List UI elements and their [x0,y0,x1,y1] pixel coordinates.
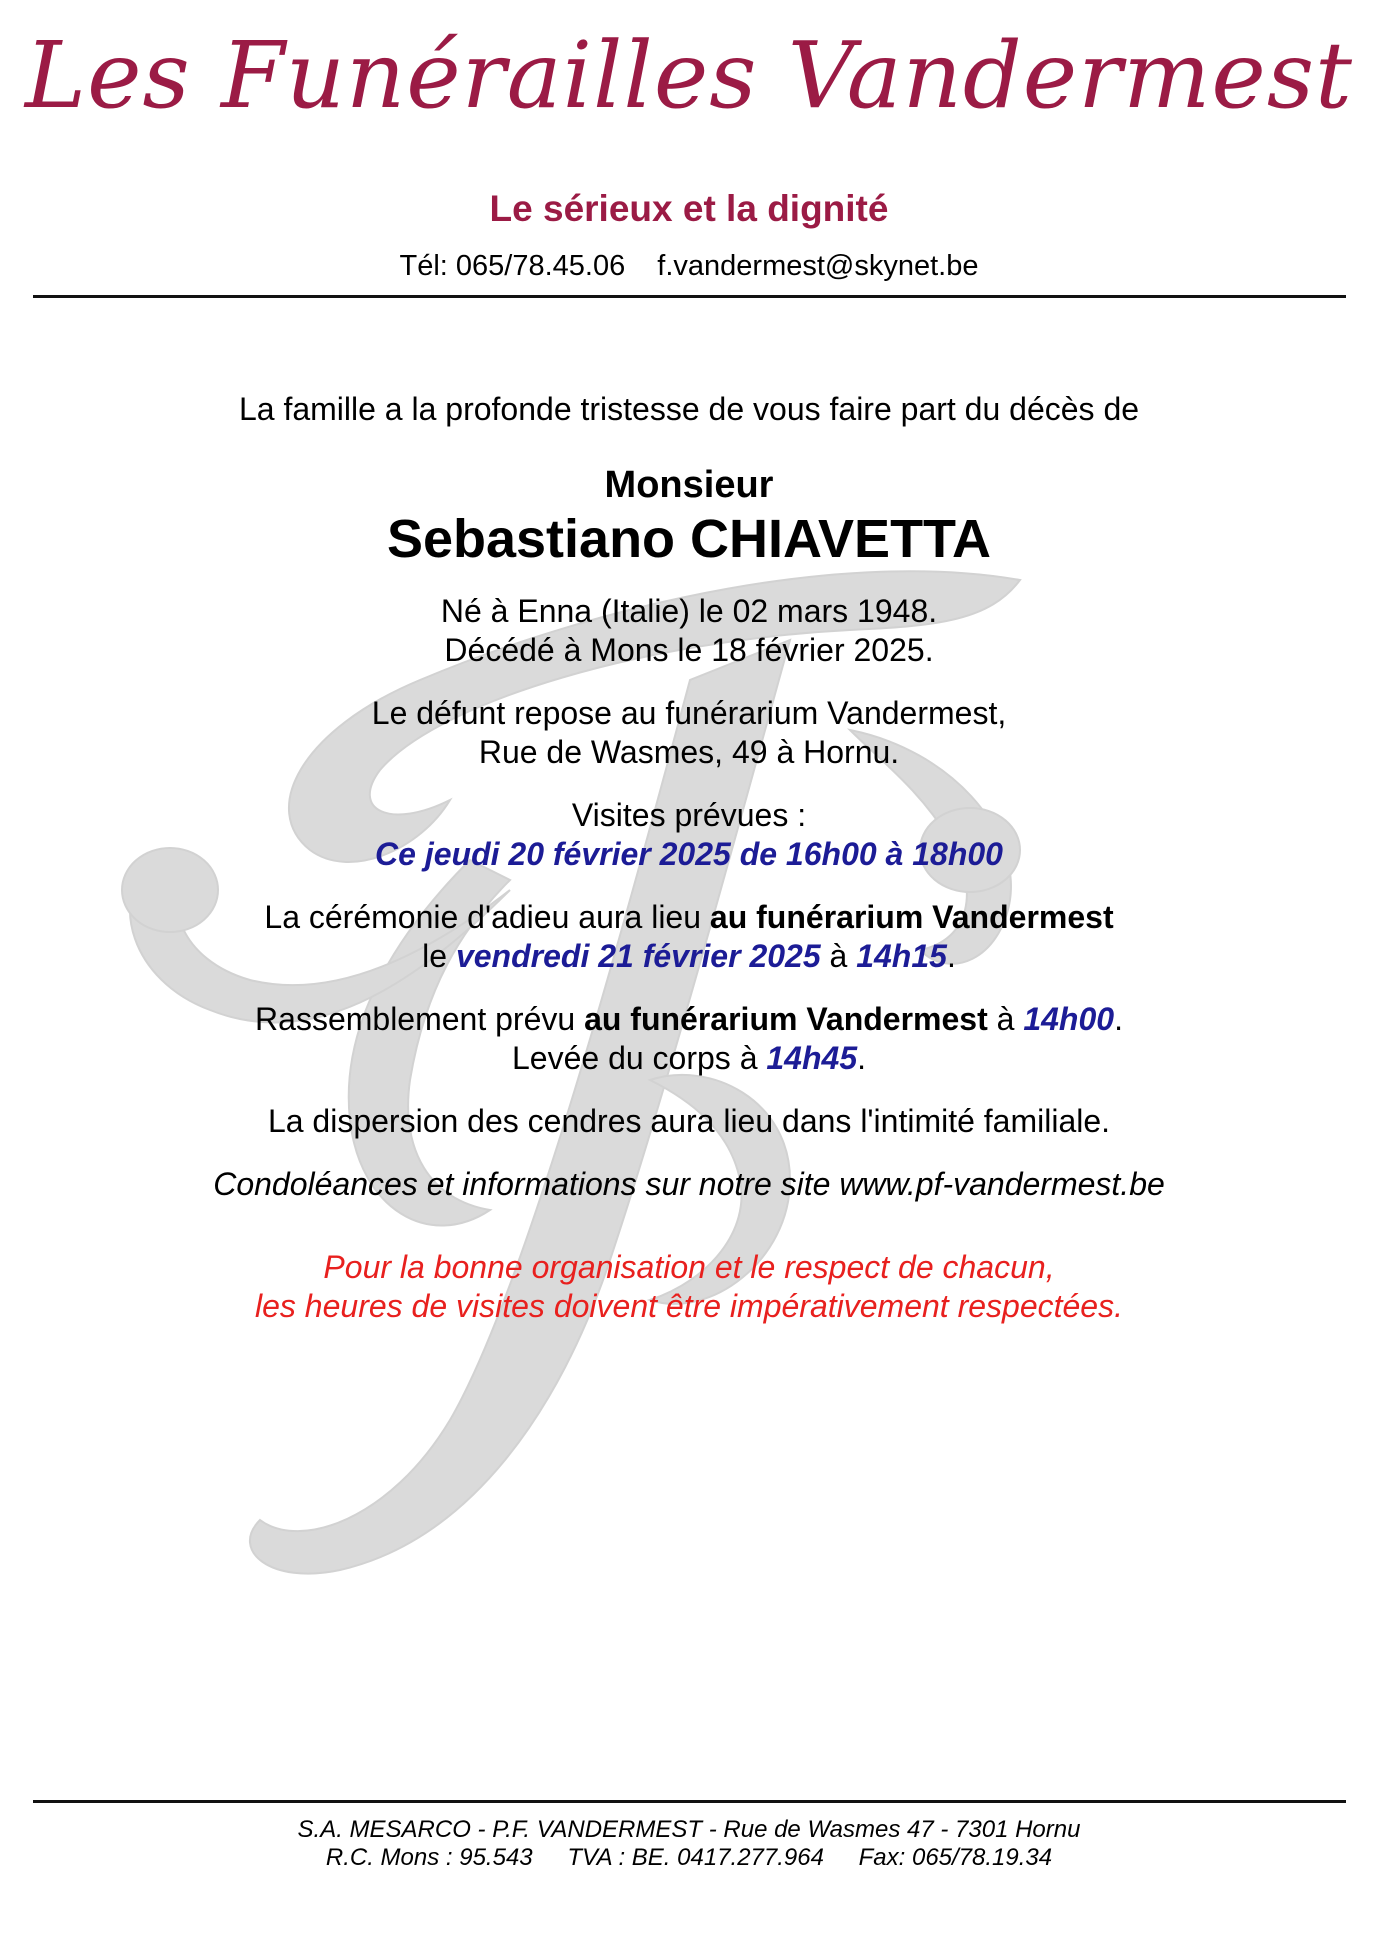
gathering-place: au funérarium Vandermest [584,1001,988,1037]
condolences-site: Condoléances et informations sur notre site www.pf-vandermest.be [213,1166,1165,1202]
ceremony-le: le [422,938,456,974]
rest-location-line1: Le défunt repose au funérarium Vandermest, [371,695,1007,731]
footer-registration [0,1844,1378,1872]
warning-line2: les heures de visites doivent être impérativement respectées. [255,1288,1123,1324]
ceremony-a: à [820,938,857,974]
gathering-a: à [987,1001,1024,1037]
header-divider [33,295,1346,298]
ashes-dispersion: La dispersion des cendres aura lieu dans l'intimité familiale. [267,1103,1111,1139]
footer-rc: R.C. Mons : 95.543 [325,1844,533,1871]
gathering-time: 14h00 [1023,1001,1115,1037]
ceremony-place: au funérarium Vandermest [709,899,1114,935]
ceremony-date: vendredi 21 février 2025 [455,938,821,974]
rest-location-line2: Rue de Wasmes, 49 à Hornu. [478,734,900,770]
death-notice [0,390,1378,1326]
gathering-line: Rassemblement prévu au funérarium Vandermest à 14h00. [255,1001,1123,1037]
slogan: Le sérieux et la dignité [489,188,889,229]
visits-label: Visites prévues : [571,797,807,833]
deceased-name: Sebastiano CHIAVETTA [386,509,992,569]
levee-line: Levée du corps à 14h45. [511,1040,866,1076]
ceremony-line1 [0,898,1378,937]
levee-time: 14h45 [766,1040,858,1076]
ceremony-intro: La cérémonie d'adieu aura lieu [264,899,710,935]
phone-number: Tél: 065/78.45.06 [399,250,626,282]
footer-tva: TVA : BE. 0417.277.964 [567,1844,824,1871]
contact-line [0,250,1378,283]
intro-text: La famille a la profonde tristesse de vous faire part du décès de [238,391,1140,427]
email-address: f.vandermest@skynet.be [657,250,979,282]
brand-logo-title: Les Funérailles Vandermest [24,22,1354,129]
birth-info: Né à Enna (Italie) le 02 mars 1948. [440,593,938,629]
civility: Monsieur [604,464,774,506]
footer-fax: Fax: 065/78.19.34 [858,1844,1053,1871]
ceremony-time: 14h15 [856,938,947,974]
gathering-intro: Rassemblement prévu [255,1001,585,1037]
warning-line1: Pour la bonne organisation et le respect de chacun, [323,1249,1055,1285]
footer-divider [33,1800,1346,1803]
footer-address: S.A. MESARCO - P.F. VANDERMEST - Rue de Wasmes 47 - 7301 Hornu [297,1816,1081,1843]
ceremony-line2: le vendredi 21 février 2025 à 14h15. [422,938,956,974]
levee-intro: Levée du corps à [511,1040,767,1076]
death-info: Décédé à Mons le 18 février 2025. [444,632,934,668]
visits-schedule: Ce jeudi 20 février 2025 de 16h00 à 18h00 [375,836,1003,872]
company-footer [0,1816,1378,1872]
